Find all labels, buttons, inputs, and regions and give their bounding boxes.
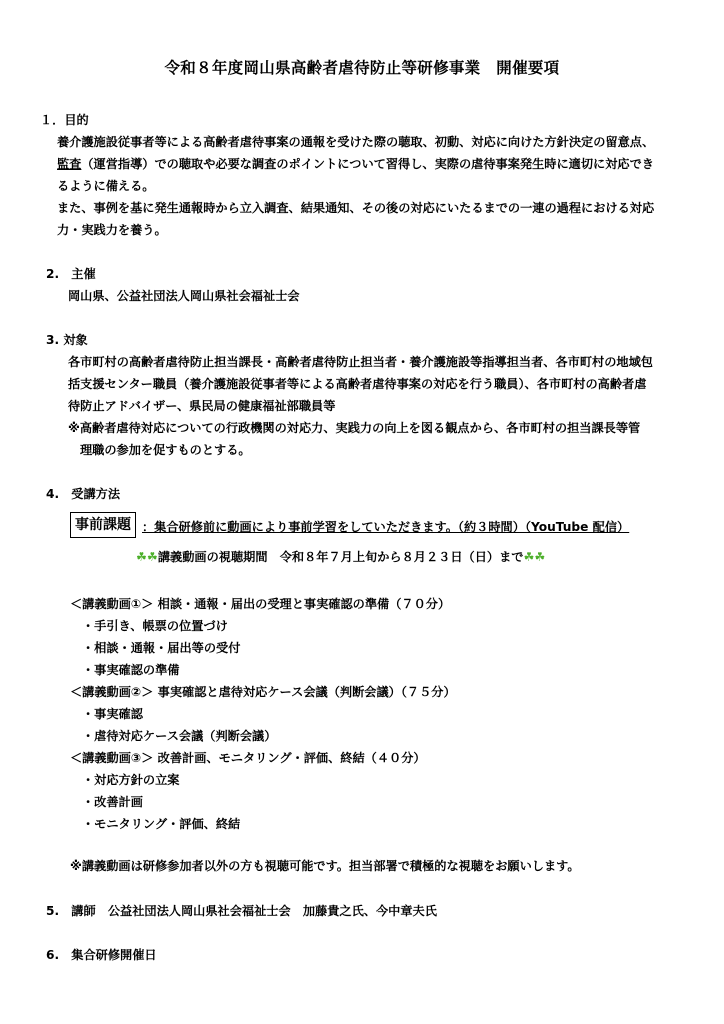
- video-3-item: ・対応方針の立案: [82, 773, 180, 787]
- video-2-item: ・事実確認: [82, 707, 143, 721]
- viewing-period: [136, 548, 545, 566]
- document-title: 令和８年度岡山県高齢者虐待防止等研修事業 開催要項: [164, 59, 560, 77]
- clover-icon-left: ☘☘: [136, 550, 158, 564]
- pre-assignment-box: 事前課題: [70, 512, 136, 538]
- section-6-heading: 6. 集合研修開催日: [46, 948, 157, 962]
- pre-assignment-text: [142, 518, 629, 536]
- section-2-heading: 2. 主催: [46, 267, 96, 281]
- target-line-2: 括支援センター職員（養介護施設従事者等による高齢者虐待事案の対応を行う職員）、各市町村の高齢者虐: [68, 377, 647, 391]
- video-3-title: ＜講義動画③＞ 改善計画、モニタリング・評価、終結（４０分）: [70, 751, 426, 765]
- video-3-item: ・モニタリング・評価、終結: [82, 817, 241, 831]
- video-2-title: ＜講義動画②＞ 事実確認と虐待対応ケース会議（判断会議）（７５分）: [70, 685, 456, 699]
- purpose-line-3: るように備える。: [57, 179, 155, 193]
- section-5-lecturer: 5. 講師 公益社団法人岡山県社会福祉士会 加藤貴之氏、今中章夫氏: [46, 904, 437, 918]
- clover-icon-right: ☘☘: [523, 550, 546, 564]
- viewing-period-text: 講義動画の視聴期間 令和８年７月上旬から８月２３日（日）まで: [157, 550, 524, 564]
- video-1-item: ・手引き、帳票の位置づけ: [82, 619, 228, 633]
- video-3-item: ・改善計画: [82, 795, 143, 809]
- video-2-item: ・虐待対応ケース会議（判断会議）: [82, 729, 277, 743]
- purpose-line-4: また、事例を基に発生通報時から立入調査、結果通知、その後の対応にいたるまでの一連の過程における対応: [57, 201, 655, 215]
- section-1-heading: １．目的: [40, 113, 89, 127]
- video-1-item: ・相談・通報・届出等の受付: [82, 641, 241, 655]
- purpose-line-2-rest: （運営指導）での聴取や必要な調査のポイントについて習得し、実際の虐待事案発生時に適切に対応でき: [81, 157, 654, 171]
- target-line-3: 待防止アドバイザー、県民局の健康福祉部職員等: [68, 399, 336, 413]
- viewing-note: ※講義動画は研修参加者以外の方も視聴可能です。担当部署で積極的な視聴をお願いします。: [70, 859, 580, 873]
- video-1-title: ＜講義動画①＞ 相談・通報・届出の受理と事実確認の準備（７０分）: [70, 597, 451, 611]
- pre-assignment-underlined: ：集合研修前に動画により事前学習をしていただきます。（約３時間）（YouTube 配信）: [142, 520, 630, 534]
- target-line-5: 理職の参加を促すものとする。: [80, 443, 251, 457]
- organizer-line: 岡山県、公益社団法人岡山県社会福祉士会: [68, 289, 300, 303]
- kansa-underlined: 監査: [57, 157, 82, 171]
- section-3-heading: 3. 対象: [46, 333, 88, 347]
- target-line-1: 各市町村の高齢者虐待防止担当課長・高齢者虐待防止担当者・養介護施設等指導担当者、各市町村の地域包: [68, 355, 653, 369]
- purpose-line-2: [57, 155, 654, 173]
- purpose-line-1: 養介護施設従事者等による高齢者虐待事案の通報を受けた際の聴取、初動、対応に向けた方針決定の留意点、: [57, 135, 655, 149]
- section-4-heading: 4. 受講方法: [46, 487, 121, 501]
- target-line-4: ※高齢者虐待対応についての行政機関の対応力、実践力の向上を図る観点から、各市町村の担当課長等管: [68, 421, 641, 435]
- video-1-item: ・事実確認の準備: [82, 663, 180, 677]
- purpose-line-5: 力・実践力を養う。: [57, 223, 167, 237]
